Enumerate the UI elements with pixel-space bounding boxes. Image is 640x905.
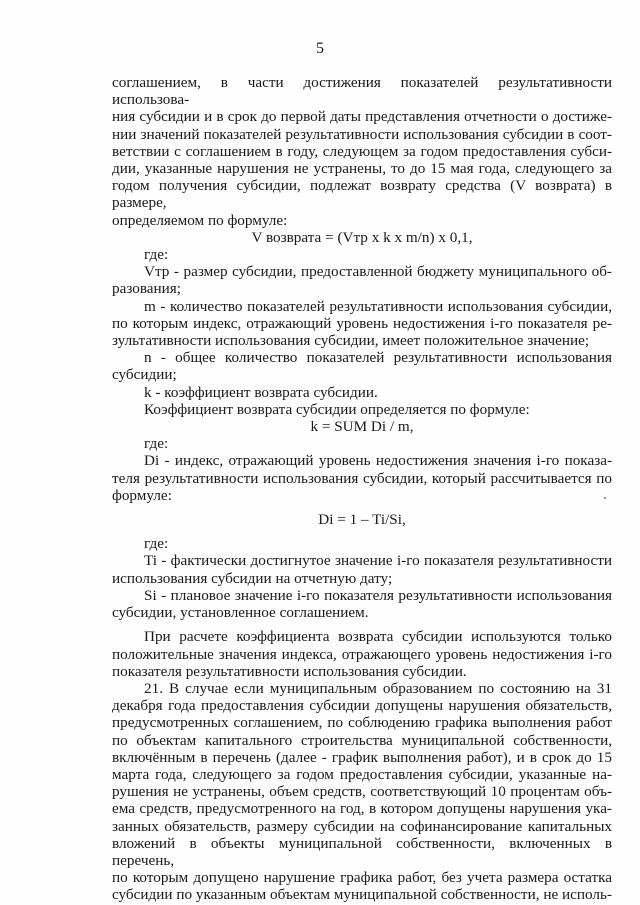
scan-speck (604, 497, 606, 499)
text-line: ема средств, предусмотренного на год, в котором допущены нарушения ука- (112, 800, 612, 818)
text-line: годом получения субсидии, подлежат возврату средства (V возврата) в размере, (112, 177, 612, 212)
text-line: использования субсидии на отчетную дату; (112, 569, 393, 587)
text-line: зультативности использования субсидии, имеет положительное значение; (112, 332, 590, 350)
text-line: предусмотренных соглашением, по соблюдению графика выполнения работ (112, 714, 612, 732)
text-line: разования; (112, 280, 182, 298)
text-line: Коэффициент возврата субсидии определяется по формуле: (144, 400, 530, 418)
text-line: соглашением, в части достижения показателей результативности использова- (112, 74, 612, 109)
text-line: субсидии по указанным объектам муниципальной собственности, не исполь- (112, 886, 612, 904)
text-line: ветствии с соглашением в году, следующем за годом предоставления субси- (112, 142, 612, 160)
text-line: нии значений показателей результативности использования субсидии в соот- (112, 125, 612, 143)
text-line: Si - плановое значение i-го показателя результативности использования (144, 586, 612, 604)
text-line: показателя результативности использования субсидии. (112, 662, 467, 680)
text-line: Vтр - размер субсидии, предоставленной бюджету муниципального об- (144, 263, 612, 281)
text-line: Di - индекс, отражающий уровень недостижения значения i-го показа- (144, 452, 612, 470)
text-line: где: (144, 535, 169, 553)
text-line: Ti - фактически достигнутое значение i-го показателя результативности (144, 552, 612, 570)
text-line: декабря года предоставления субсидии допущены нарушения обязательств, (112, 697, 612, 715)
page-number: 5 (316, 40, 324, 57)
text-line: марта года, следующего за годом предоставления субсидии, указанные на- (112, 765, 612, 783)
text-line: ния субсидии и в срок до первой даты представления отчетности о достиже- (112, 108, 612, 126)
text-line: 21. В случае если муниципальным образованием по состоянию на 31 (144, 679, 612, 697)
text-line: V возврата = (Vтр x k x m/n) x 0,1, (251, 228, 473, 246)
body-text (112, 74, 612, 904)
text-line: m - количество показателей результативности использования субсидии, (144, 297, 612, 315)
text-line: где: (144, 246, 169, 264)
text-line: включённым в перечень (далее - график выполнения работ), и в срок до 15 (112, 748, 612, 766)
text-line: вложений в объекты муниципальной собственности, включенных в перечень, (112, 834, 612, 869)
text-line: положительные значения индекса, отражающего уровень недостижения i-го (112, 645, 612, 663)
text-line: по объектам капитального строительства муниципальной собственности, (112, 731, 612, 749)
text-line: дии, указанные нарушения не устранены, то до 15 мая года, следующего за (112, 160, 612, 178)
text-line: где: (144, 435, 169, 453)
text-line: При расчете коэффициента возврата субсидии используются только (144, 628, 612, 646)
text-line: по которым допущено нарушение графика работ, без учета размера остатка (112, 869, 612, 887)
text-line: субсидии; (112, 366, 177, 384)
text-line: k = SUM Di / m, (310, 418, 414, 436)
text-line: субсидии, установленное соглашением. (112, 604, 369, 622)
text-line: Di = 1 – Ti/Si, (318, 511, 406, 529)
text-line: занных обязательств, размеру субсидии на софинансирование капитальных (112, 817, 612, 835)
text-line: теля результативности использования субсидии, который рассчитывается по (112, 469, 612, 487)
text-line: рушения не устранены, объем средств, соответствующий 10 процентам объ- (112, 783, 612, 801)
text-line: определяемом по формуле: (112, 211, 288, 229)
text-line: n - общее количество показателей результативности использования (144, 349, 612, 367)
text-line: k - коэффициент возврата субсидии. (144, 383, 378, 401)
text-line: по которым индекс, отражающий уровень недостижения i-го показателя ре- (112, 314, 612, 332)
text-line: формуле: (112, 486, 172, 504)
